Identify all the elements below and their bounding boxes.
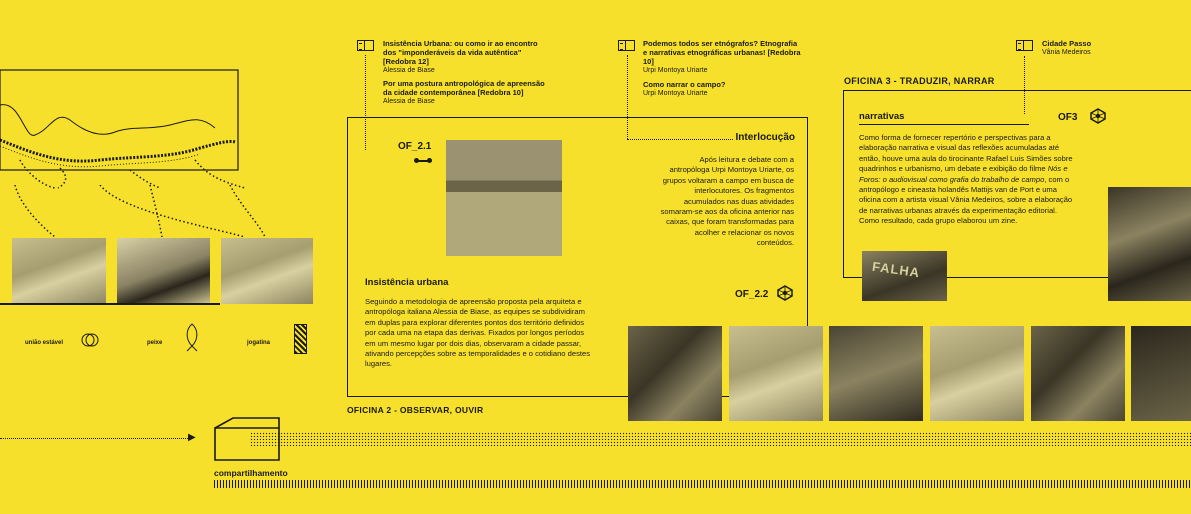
reference-2 (383, 79, 553, 106)
interlocucao-title: Interlocução (735, 132, 795, 143)
label-peixe: peixe (147, 340, 163, 346)
reference-author: Urpi Montoya Uriarte (643, 90, 708, 97)
map-connectors (0, 185, 320, 240)
reference-title: Como narrar o campo? (643, 80, 726, 89)
book-icon (1016, 40, 1033, 51)
reference-title: Por uma postura antropológica de apreensão da cidade contemporânea [Redobra 10] (383, 79, 545, 97)
of-3-code: OF3 (1058, 112, 1078, 123)
interlocucao-text: Após leitura e debate com a antropóloga Urpi Montoya Uriarte, os grupos voltaram a campo em busca de interlocutores. Os fragmentos acumulados nas duas atividades somaram-se aos da oficina anterior nas caixas, que foram transformadas para acolher e relacionar os novos conteúdos. (660, 155, 794, 248)
insistencia-title: Insistência urbana (365, 277, 449, 288)
photo-peixe (117, 238, 210, 304)
photo-workshop-6 (1131, 326, 1191, 421)
reference-1 (383, 39, 553, 75)
network-icon (777, 285, 793, 301)
reference-author: Urpi Montoya Uriarte (643, 67, 708, 74)
insistencia-text: Seguindo a metodologia de apreensão proposta pela arquiteta e antropóloga italiana Alessia de Biase, as equipes se subdividiram em duplas para explorar diferentes pontos dos território definidos por cada uma na etapa das derivas. Fixados por longos períodos em um mesmo lugar por dois dias, observaram a cidade passar, ativando percepções sobre as temporalidades e o cotidiano destes lugares. (365, 297, 591, 369)
sharing-rule (214, 480, 1191, 488)
fish-icon (183, 322, 201, 352)
reference-author: Alessia de Biase (383, 98, 435, 105)
text-part: Como forma de fornecer repertório e perspectivas para a elaboração narrativa e visual das reflexões acumuladas até então, houve uma aula do tirocinante Rafael Luis Simões sobre quadrinhos e urbanismo, um debate e exibição do filme (859, 133, 1073, 174)
reference-author: Vânia Medeiros (1042, 49, 1091, 56)
label-uniao-estavel: união estável (25, 340, 64, 346)
arrow-right-icon: ▶ (188, 432, 196, 443)
reference-3 (643, 39, 803, 75)
photo-frame-line (0, 303, 220, 305)
reference-title: Insistência Urbana: ou como ir ao encontro dos "imponderáveis da vida autêntica" [Redobra 12] (383, 39, 538, 66)
photo-workshop-1 (628, 326, 722, 421)
photo-workshop-5 (1031, 326, 1125, 421)
rings-icon (80, 330, 100, 350)
label-jogatina: jogatina (247, 340, 271, 346)
reference-title: Podemos todos ser etnógrafos? Etnografia e narrativas etnográficas urbanas! [Redobra 10] (643, 39, 801, 66)
of-2-2-code: OF_2.2 (735, 289, 769, 300)
oficina-2-caption: OFICINA 2 - OBSERVAR, OUVIR (347, 405, 484, 415)
title-underline (859, 124, 1029, 125)
book-icon (618, 40, 635, 51)
book-icon (357, 40, 374, 51)
sharing-label: compartilhamento (214, 468, 288, 478)
photo-jogatina (221, 238, 313, 304)
reference-5 (1042, 39, 1162, 57)
oficina-3-text (859, 133, 1077, 227)
film-title: Nós e Foros: o audiovisual como grafia do trabalho de campo (859, 164, 1068, 184)
sharing-dots (250, 432, 1191, 446)
photo-workshop-4 (930, 326, 1024, 421)
of-2-1-code: OF_2.1 (398, 141, 432, 152)
photo-uniao-estavel (12, 238, 106, 304)
oficina-3-title: narrativas (859, 111, 905, 122)
sharing-flow-line (0, 438, 188, 439)
photo-beach-chairs (446, 140, 562, 256)
oficina-3-heading: OFICINA 3 - TRADUZIR, NARRAR (844, 76, 995, 86)
photo-workshop-3 (829, 326, 923, 421)
reference-title: Cidade Passo (1042, 39, 1092, 48)
reference-author: Alessia de Biase (383, 67, 435, 74)
photo-zine-crowd (1108, 187, 1191, 301)
zine-sign: FALHA (871, 258, 922, 281)
text-part: , com o antropólogo e cineasta holandês Mattijs van de Port e uma oficina com a artista visual Vânia Medeiros, sobre a elaboração de narrativas urbanas através da experimentação editorial. Como resultado, cada grupo elaborou um zine. (859, 174, 1073, 226)
cards-icon (294, 324, 307, 354)
route-map (0, 60, 245, 190)
link-icon (416, 160, 430, 162)
photo-workshop-2 (729, 326, 823, 421)
reference-4 (643, 80, 803, 98)
network-icon (1090, 108, 1106, 124)
